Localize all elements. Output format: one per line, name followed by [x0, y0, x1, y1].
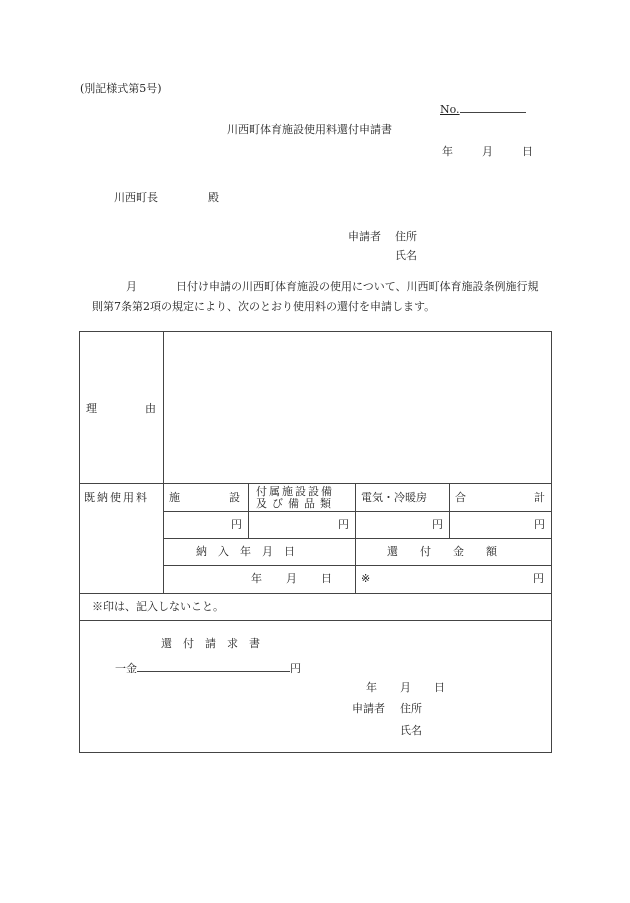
- request-name-label: 氏名: [400, 724, 422, 737]
- row-divider-note: [79, 620, 552, 621]
- request-applicant-label: 申請者: [352, 702, 385, 715]
- note-text: ※印は、記入しないこと。: [92, 600, 224, 613]
- total-yen: 円: [534, 518, 545, 531]
- amount-yen: 円: [290, 662, 301, 675]
- row-divider-fee-section: [79, 593, 552, 594]
- col-facility-2: 設: [229, 491, 240, 504]
- form-number: (別記様式第5号): [80, 82, 162, 95]
- refund-amount-label: 還 付 金 額: [387, 545, 497, 558]
- amount-line: [115, 660, 301, 674]
- header-date: [442, 146, 533, 157]
- col-divider-2: [355, 483, 356, 593]
- name-label: 氏名: [395, 249, 417, 262]
- date-day: 日: [522, 145, 533, 158]
- reason-label-1: 理: [86, 402, 97, 415]
- row-divider-fee-values: [163, 538, 552, 539]
- col-total-2: 計: [534, 491, 545, 504]
- equipment-yen: 円: [338, 518, 349, 531]
- request-day: 日: [434, 681, 445, 694]
- facility-yen: 円: [231, 518, 242, 531]
- refund-asterisk: ※: [361, 572, 371, 585]
- body-line-1: 日付け申請の川西町体育施設の使用について、川西町体育施設条例施行規: [176, 280, 539, 293]
- date-year: 年: [442, 145, 453, 158]
- reason-label-2: 由: [145, 402, 156, 415]
- no-label: No.: [440, 103, 460, 116]
- col-divider-3: [449, 483, 450, 538]
- date-month: 月: [482, 145, 493, 158]
- payment-month: 月: [286, 572, 297, 585]
- col-facility-1: 施: [169, 491, 180, 504]
- request-year: 年: [366, 681, 377, 694]
- col-equipment-line2: 及び備品類: [256, 497, 336, 510]
- row-divider-date-header: [163, 565, 552, 566]
- payment-year: 年: [251, 572, 262, 585]
- amount-prefix: 一金: [115, 662, 137, 675]
- request-month: 月: [400, 681, 411, 694]
- row-divider-reason: [79, 483, 552, 484]
- power-yen: 円: [432, 518, 443, 531]
- body-month: 月: [126, 280, 137, 293]
- request-title: 還 付 請 求 書: [161, 637, 260, 650]
- amount-blank[interactable]: [137, 660, 290, 672]
- col-power: 電気・冷暖房: [361, 491, 427, 504]
- payment-date-label: 納 入 年 月 日: [196, 545, 295, 558]
- refund-yen: 円: [533, 572, 544, 585]
- honorific: 殿: [208, 191, 219, 204]
- payment-day: 日: [321, 572, 332, 585]
- document-number: [440, 101, 526, 115]
- col-equipment-line1: 付属施設設備: [256, 485, 334, 498]
- address-label: 住所: [395, 230, 417, 243]
- no-blank: [460, 101, 526, 113]
- addressee: 川西町長: [114, 191, 158, 204]
- body-line-2: 則第7条第2項の規定により、次のとおり使用料の還付を申請します。: [92, 300, 436, 313]
- reason-field[interactable]: [164, 332, 551, 482]
- row-divider-fee-header: [163, 511, 552, 512]
- paid-fee-label: 既納使用料: [84, 491, 149, 504]
- form-title: 川西町体育施設使用料還付申請書: [227, 123, 392, 136]
- col-divider-1: [248, 483, 249, 538]
- col-total-1: 合: [455, 491, 466, 504]
- applicant-label: 申請者: [348, 230, 381, 243]
- request-address-label: 住所: [400, 702, 422, 715]
